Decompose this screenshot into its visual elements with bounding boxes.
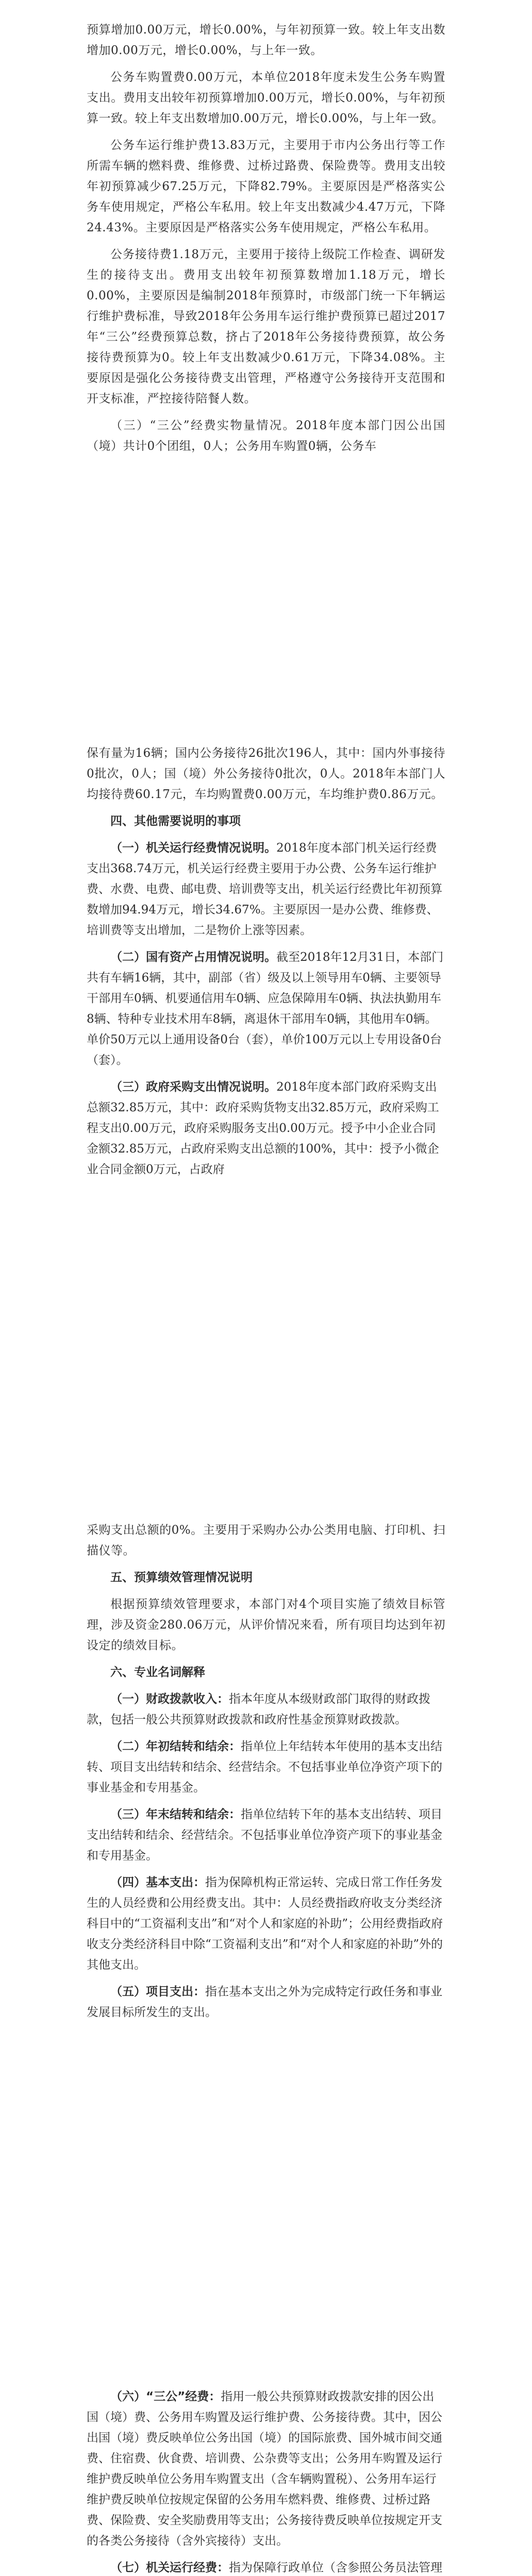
definition-text: 指单位结转下年的基本支出结转、项目支出结转和结余、经营结余。不包括事业单位净资产项下的事业基金和专用基金。	[87, 1808, 442, 1862]
definition-paragraph	[87, 1981, 445, 2023]
definition-term: （一）机关运行经费情况说明。	[110, 841, 276, 855]
definition-text: 指用一般公共预算财政拨款安排的因公出国（境）费、公务用车购置及运行维护费、公务接待费。其中，因公出国（境）费反映单位公务出国（境）的国际旅费、国外城市间交通费、住宿费、伙食费、培训费、公杂费等支出；公务用车购置及运行维护费反映单位公务用车购置支出（含车辆购置税）、公务用车运行维护费反映单位按规定保留的公务用车燃料费、维修费、过桥过路费、保险费、安全奖励费用等支出；公务接待费反映单位按规定开支的各类公务接待（含外宾接待）支出。	[87, 2390, 442, 2548]
definition-paragraph	[87, 1804, 445, 1866]
definition-paragraph	[87, 2386, 445, 2551]
section-performance-and-terms	[87, 1520, 445, 2029]
definition-paragraph	[87, 1077, 445, 1180]
body-paragraph: 预算增加0.00万元，增长0.00%，与年初预算一致。较上年支出数增加0.00万元，增长0.00%，与上年一致。	[87, 23, 445, 57]
section-other-matters	[87, 743, 445, 1186]
section-heading: 六、专业名词解释	[110, 1666, 205, 1679]
definition-term: （三）年末结转和结余：	[110, 1808, 241, 1821]
definition-text: 2018年度本部门政府采购支出总额32.85万元，其中：政府采购货物支出32.85万元，政府采购工程支出0.00万元，政府采购服务支出0.00万元。授予中小企业合同金额32.85万元，占政府采购支出总额的100%，其中：授予小微企业合同金额0万元，占政府	[87, 1080, 439, 1176]
definition-text: 截至2018年12月31日，本部门共有车辆16辆，其中，副部（省）级及以上领导用车0辆、主要领导干部用车0辆、机要通信用车0辆、应急保障用车0辆、执法执勤用车8辆、特种专业技术用车8辆，离退休干部用车0辆，其他用车0辆。单价50万元以上通用设备0台（套），单价100万元以上专用设备0台（套）。	[87, 951, 444, 1067]
definition-term: （七）机关运行经费：	[110, 2561, 229, 2574]
definition-term: （五）项目支出：	[110, 1985, 205, 1998]
definition-text: 指为保障机构正常运转、完成日常工作任务发生的人员经费和公用经费支出。其中：人员经费指政府收支分类经济科目中的“工资福利支出”和“对个人和家庭的补助”；公用经费指政府收支分类经济科目中除“工资福利支出”和“对个人和家庭的补助”外的其他支出。	[87, 1876, 443, 1972]
body-paragraph: 公务接待费1.18万元，主要用于接待上级院工作检查、调研发生的接待支出。费用支出较年初预算数增加1.18万元，增长0.00%，主要原因是编制2018年预算时，市级部门统一下年辆运行维护费标准，导致2018年公务用车运行维护费预算已超过2017年“三公”经费预算总数，挤占了2018年公务接待费预算，故公务接待费预算为0。较上年支出数减少0.61万元，下降34.08%。主要原因是强化公务接待费支出管理，严格遵守公务接待开支范围和开支标准，严控接待陪餐人数。	[87, 248, 445, 405]
definition-paragraph	[87, 1736, 445, 1798]
definition-paragraph	[87, 2557, 445, 2576]
definition-paragraph	[87, 838, 445, 941]
body-paragraph: 公务车运行维护费13.83万元，主要用于市内公务出行等工作所需车辆的燃料费、维修费、过桥过路费、保险费等。费用支出较年初预算减少67.25万元，下降82.79%。主要原因是严格落实公务车使用规定，严格公车私用。较上年支出数减少4.47万元，下降24.43%。主要原因是严格落实公务车使用规定，严格公车私用。	[87, 139, 445, 234]
section-heading: 五、预算绩效管理情况说明	[110, 1571, 253, 1584]
definition-term: （一）财政拨款收入：	[110, 1692, 229, 1706]
body-paragraph: 保有量为16辆；国内公务接待26批次196人，其中：国内外事接待0批次，0人；国（境）外公务接待0批次，0人。2018年本部门人均接待费60.17元，车均购置费0.00万元，车均维护费0.86万元。	[87, 747, 445, 801]
section-heading: 四、其他需要说明的事项	[110, 815, 241, 828]
definition-term: （二）国有资产占用情况说明。	[110, 951, 276, 964]
body-paragraph: 采购支出总额的0%。主要用于采购办公办公类用电脑、打印机、扫描仪等。	[87, 1523, 445, 1557]
definition-text: 指在基本支出之外为完成特定行政任务和事业发展目标所发生的支出。	[87, 1985, 442, 2019]
definition-text: 指单位上年结转本年使用的基本支出结转、项目支出结转和结余、经营结余。不包括事业单位净资产项下的事业基金和专用基金。	[87, 1740, 442, 1794]
section-three-public-expenses	[87, 20, 445, 463]
section-term-definitions	[87, 2386, 445, 2576]
definition-term: （四）基本支出：	[110, 1876, 205, 1889]
definition-term: （三）政府采购支出情况说明。	[110, 1080, 276, 1094]
definition-paragraph	[87, 1689, 445, 1730]
body-paragraph: （三）“三公”经费实物量情况。2018年度本部门因公出国（境）共计0个团组，0人；公务用车购置0辆，公务车	[87, 419, 445, 453]
definition-text: 指本年度从本级财政部门取得的财政拨款，包括一般公共预算财政拨款和政府性基金预算财政拨款。	[87, 1692, 430, 1726]
definition-term: （二）年初结转和结余：	[110, 1740, 241, 1753]
definition-term: （六）“三公”经费：	[110, 2390, 221, 2403]
definition-text: 指为保障行政单位（含参照公务员法管理	[229, 2561, 442, 2574]
body-paragraph: 公务车购置费0.00万元，本单位2018年度未发生公务车购置支出。费用支出较年初预算增加0.00万元，增长0.00%，与年初预算一致。较上年支出数增加0.00万元，增长0.00%，与上年一致。	[87, 71, 445, 125]
body-paragraph: 根据预算绩效管理要求，本部门对4个项目实施了绩效目标管理，涉及资金280.06万元，从评价情况来看，所有项目均达到年初设定的绩效目标。	[87, 1598, 445, 1652]
definition-text: 2018年度本部门机关运行经费支出368.74万元，机关运行经费主要用于办公费、公务车运行维护费、水费、电费、邮电费、培训费等支出，机关运行经费比年初预算数增加94.94万元，增长34.67%。主要原因一是办公费、维修费、培训费等支出增加，二是物价上涨等因素。	[87, 841, 442, 937]
definition-paragraph	[87, 1872, 445, 1975]
definition-paragraph	[87, 947, 445, 1071]
